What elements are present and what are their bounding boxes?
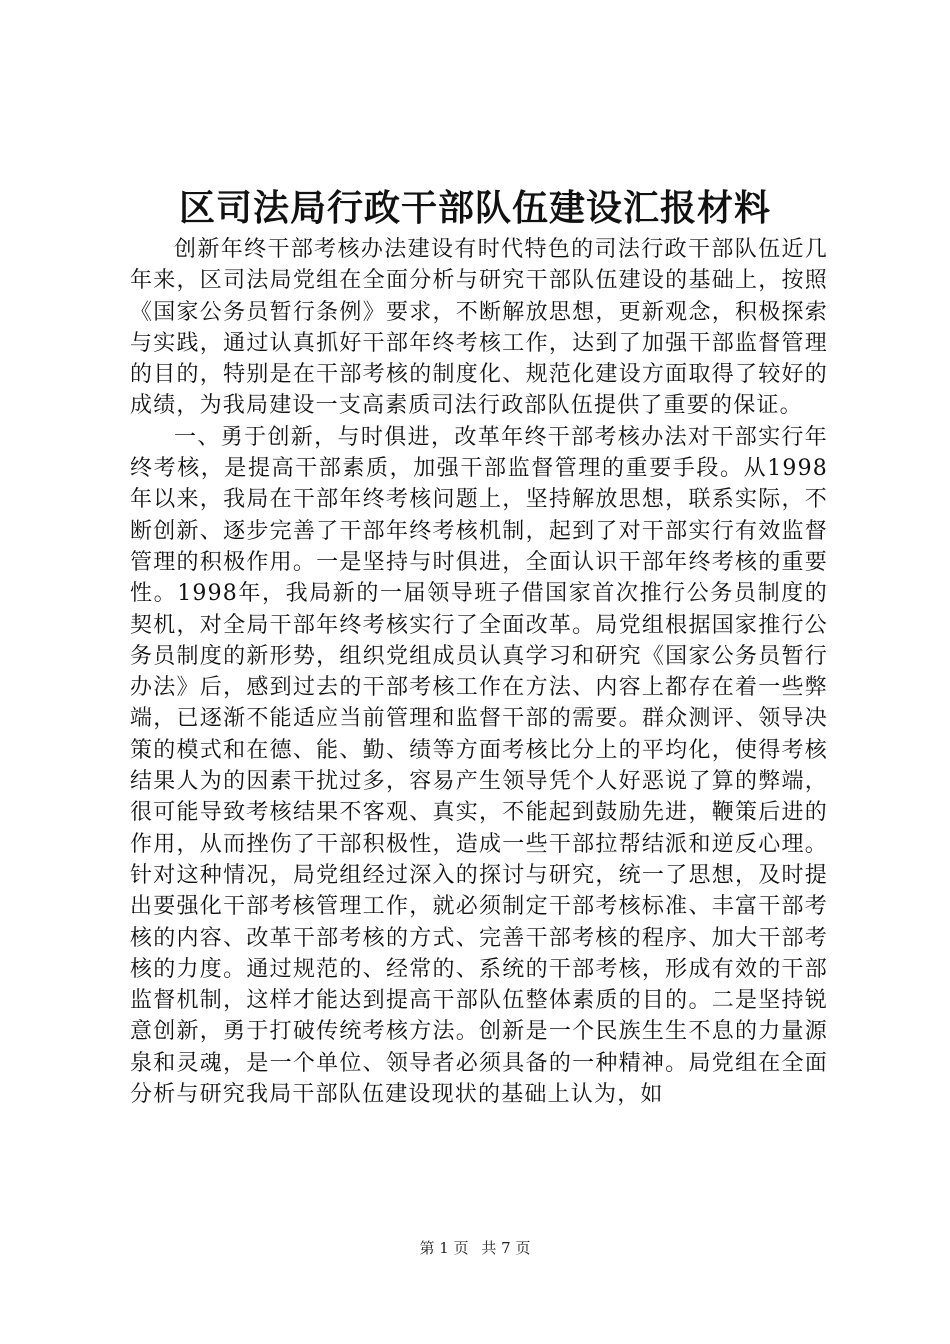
page-footer xyxy=(0,1238,950,1258)
paragraph-intro: 创新年终干部考核办法建设有时代特色的司法行政干部队伍近几年来，区司法局党组在全面分析与研究干部队伍建设的基础上，按照《国家公务员暂行条例》要求，不断解放思想，更新观念，积极探索与实践，通过认真抓好干部年终考核工作，达到了加强干部监督管理的目的，特别是在干部考核的制度化、规范化建设方面取得了较好的成绩，为我局建设一支高素质司法行政部队伍提供了重要的保证。 xyxy=(130,237,828,419)
document-title: 区司法局行政干部队伍建设汇报材料 xyxy=(178,187,771,229)
page-total: 共 7 页 xyxy=(481,1239,531,1257)
paragraph-section-one: 一、勇于创新，与时俱进，改革年终干部考核办法对干部实行年终考核，是提高干部素质，加强干部监督管理的重要手段。从1998年以来，我局在干部年终考核问题上，坚持解放思想，联系实际，不断创新、逐步完善了干部年终考核机制，起到了对干部实行有效监督管理的积极作用。一是坚持与时俱进，全面认识干部年终考核的重要性。1998年，我局新的一届领导班子借国家首次推行公务员制度的契机，对全局干部年终考核实行了全面改革。局党组根据国家推行公务员制度的新形势，组织党组成员认真学习和研究《国家公务员暂行办法》后，感到过去的干部考核工作在方法、内容上都存在着一些弊端，已逐渐不能适应当前管理和监督干部的需要。群众测评、领导决策的模式和在德、能、勤、绩等方面考核比分上的平均化，使得考核结果人为的因素干扰过多，容易产生领导凭个人好恶说了算的弊端，很可能导致考核结果不客观、真实，不能起到鼓励先进，鞭策后进的作用，从而挫伤了干部积极性，造成一些干部拉帮结派和逆反心理。针对这种情况，局党组经过深入的探讨与研究，统一了思想，及时提出要强化干部考核管理工作，就必须制定干部考核标准、丰富干部考核的内容、改革干部考核的方式、完善干部考核的程序、加大干部考核的力度。通过规范的、经常的、系统的干部考核，形成有效的干部监督机制，这样才能达到提高干部队伍整体素质的目的。二是坚持锐意创新，勇于打破传统考核方法。创新是一个民族生生不息的力量源泉和灵魂，是一个单位、领导者必须具备的一种精神。局党组在全面分析与研究我局干部队伍建设现状的基础上认为，如 xyxy=(130,424,828,1108)
page-number: 第 1 页 xyxy=(419,1239,469,1257)
document-body xyxy=(130,234,828,1110)
